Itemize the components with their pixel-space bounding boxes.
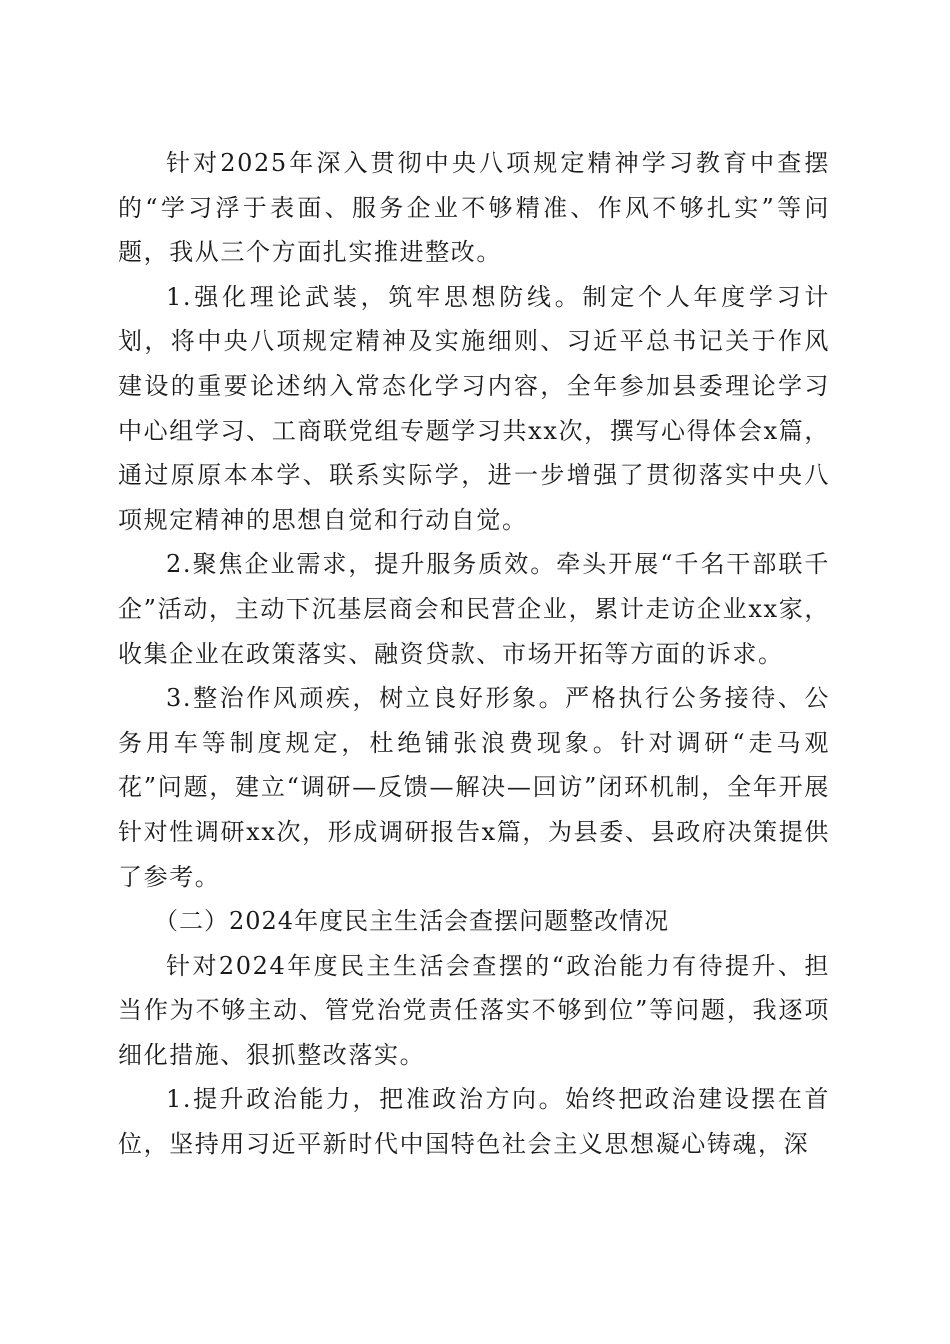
document-body — [118, 141, 830, 1167]
intro-paragraph: 针对2025年深入贯彻中央八项规定精神学习教育中查摆的“学习浮于表面、服务企业不够精准、作风不够扎实”等问题，我从三个方面扎实推进整改。 — [118, 149, 830, 267]
section-heading: （二）2024年度民主生活会查摆问题整改情况 — [154, 907, 670, 936]
item-3-paragraph: 3.整治作风顽疾，树立良好形象。严格执行公务接待、公务用车等制度规定，杜绝铺张浪费现象。针对调研“走马观花”问题，建立“调研—反馈—解决—回访”闭环机制，全年开展针对性调研xx次，形成调研报告x篇，为县委、县政府决策提供了参考。 — [118, 684, 830, 891]
section-2-intro-paragraph: 针对2024年度民主生活会查摆的“政治能力有待提升、担当作为不够主动、管党治党责任落实不够到位”等问题，我逐项细化措施、狠抓整改落实。 — [118, 951, 830, 1069]
section-2-item-1-paragraph: 1.提升政治能力，把准政治方向。始终把政治建设摆在首位，坚持用习近平新时代中国特色社会主义思想凝心铸魂，深 — [118, 1085, 830, 1159]
item-2-paragraph: 2.聚焦企业需求，提升服务质效。牵头开展“千名干部联千企”活动，主动下沉基层商会和民营企业，累计走访企业xx家，收集企业在政策落实、融资贷款、市场开拓等方面的诉求。 — [118, 550, 830, 668]
item-1-paragraph: 1.强化理论武装，筑牢思想防线。制定个人年度学习计划，将中央八项规定精神及实施细则、习近平总书记关于作风建设的重要论述纳入常态化学习内容，全年参加县委理论学习中心组学习、工商联党组专题学习共xx次，撰写心得体会x篇，通过原原本本学、联系实际学，进一步增强了贯彻落实中央八项规定精神的思想自觉和行动自觉。 — [118, 282, 830, 534]
